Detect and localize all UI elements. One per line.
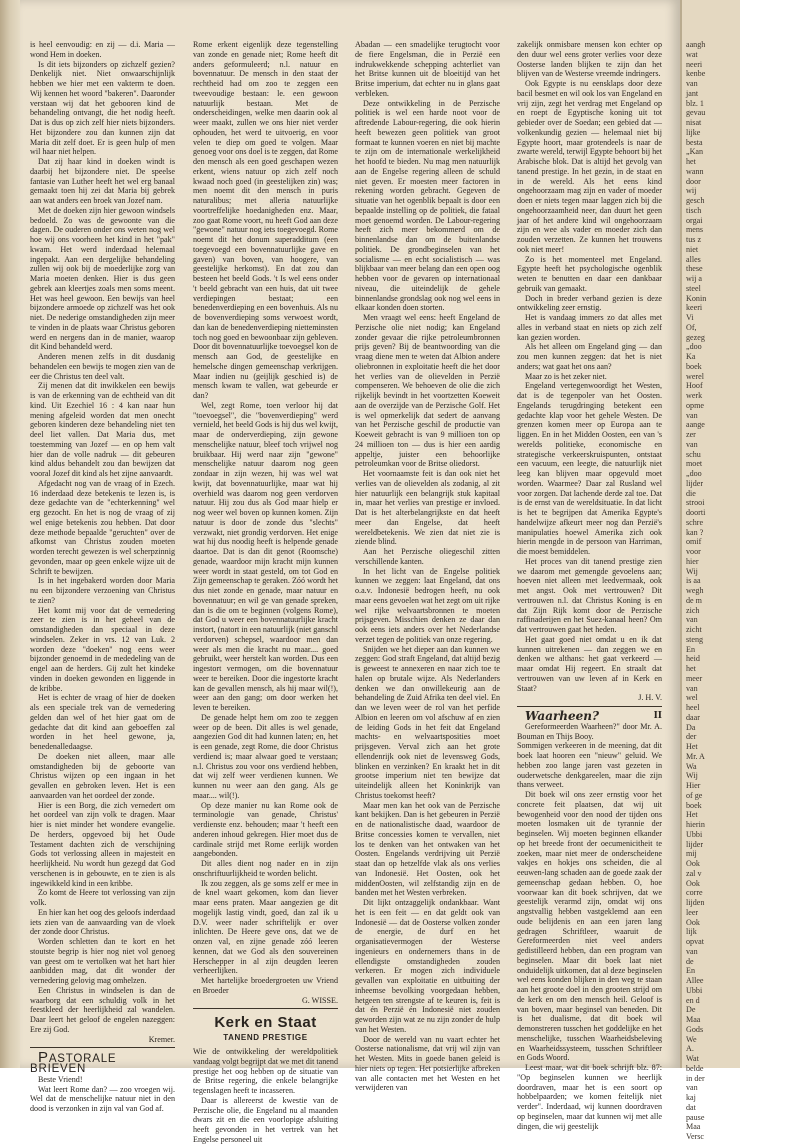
paragraph: zakelijk onmisbare mensen kon echter op den duur wel eens groter verlies voor deze Oosterse landen blijken te zijn dan het blijven van de Westerse vreemde indringers. bbox=[517, 40, 662, 79]
paragraph: Snijden we het dieper aan dan kunnen we zeggen: God straft Engeland, dat altijd bezig is geweest te annexeren en naar zich toe te halen op brutale wijze. Als Nederlanders denken we dan onwillekeurig aan de behandeling de Zuid Afrika ten deel viel. En dan we leven weer de rol van het perfide Albion en leeren om vol afschuw af en zien de leiding Gods in het feit dat Engeland machts- en welvaartsposities moet prijsgeven. Verval zich aan het grote ellendenrijk ook niet de levensweg Gods, blinken en verzinken? En kraakt het in dit grootse imperium niet ten bewijze dat uiteindelijk alleen het Koninkrijk van Christus toekomst heeft? bbox=[355, 644, 500, 800]
next-page-line: werel bbox=[686, 371, 704, 381]
paragraph: Dat zij haar kind in doeken windt is daarbij het bijzondere niet. De speelse fantasie van Luther heeft het wel erg banaal gemaakt toen hij zei dat Maria bij gebrek aan wat anders een broek van Jozef nam. bbox=[30, 157, 175, 205]
kerk-en-staat-headline: Kerk en Staat bbox=[214, 1014, 317, 1032]
paragraph: is heel eenvoudig: en zij — d.i. Maria — wond Hem in doeken. bbox=[30, 40, 175, 59]
page-binding bbox=[0, 0, 20, 1068]
next-page-line: alles bbox=[686, 254, 701, 264]
pastorale-brieven-heading bbox=[30, 1049, 175, 1075]
next-page-line: Wat bbox=[686, 1054, 699, 1063]
next-page-line: Ook bbox=[686, 878, 700, 888]
page-spread bbox=[20, 0, 680, 1144]
next-page-line: schre bbox=[686, 517, 704, 527]
next-page-line: of ge bbox=[686, 790, 703, 800]
next-page-line: aange bbox=[686, 420, 705, 430]
next-page-line: van bbox=[686, 1083, 698, 1093]
next-page-line: hierin bbox=[686, 820, 705, 829]
next-page-line: Wij bbox=[686, 566, 698, 576]
col2-article bbox=[193, 1047, 338, 1145]
next-page-line: We bbox=[686, 1034, 697, 1044]
next-page-edge bbox=[680, 0, 740, 1141]
paragraph: Maar zo is het zeker niet. bbox=[525, 371, 607, 381]
paragraph: Met hartelijke broedergroeten uw Vriend en Broeder bbox=[193, 976, 338, 995]
col1-signature: Kremer. bbox=[148, 1034, 175, 1044]
pastorale-rest: ASTORALE BRIEVEN bbox=[30, 1053, 117, 1075]
paragraph: Het gaat goed niet omdat u en ik dat kunnen uitrekenen — dan zeggen we en denken we althans: het gaat verkeerd — maar omdat Hij regeert. En straalt dat vertrouwen van uw leven af in Kerk en Staat? bbox=[517, 634, 662, 693]
paragraph: Is dit iets bijzonders op zichzelf gezien? Denkelijk niet. Niet onwaarschijnlijk hebben we hier met een vakterm te doen. Wij kennen het woord "bakeren". Daaronder verstaan wij dat het gebooren kind de behandeling ontvangt, die het nodig heeft. Dat is dus op zich zelf hier niets bijzonders. Het bijzondere zou dan kunnen zijn dat Maria dit zelf doet. Er is geen hulp of men wil haar niet helpen. bbox=[30, 59, 175, 157]
paragraph: Met de doeken zijn hier gewoon windsels bedoeld. Zo was de gewoonte van die dagen. De ouderen onder ons weten nog wel hoe wij ons voorheen het kind in het "pak" kwam. Het werd inderdaad helemaal ingepakt. Aan een dergelijke behandeling zullen wij ook bij de moederlijke zorg van Maria moeten denken. Hier is dus geen gebrek aan kleertjes zoals men soms meent. Het was heel gewoon. Een bewijs van heel bijzondere armoede op zichzelf was het ook niet. De nederige omstandigheden zijn meer te vinden in de plaats waar Christus geboren werd en nergens dan in de manier, waarop dit Kind behandeld werd. bbox=[30, 205, 175, 352]
next-page-line: in der bbox=[686, 1073, 705, 1083]
column-4 bbox=[517, 40, 662, 1131]
next-page-line: wann bbox=[686, 166, 704, 176]
paragraph: Zo komt de Heere tot verlossing van zijn volk. bbox=[30, 888, 175, 907]
paragraph: Daar is allereerst de kwestie van de Perzische olie, die Engeland nu al maanden dwars zit en die een voorlopige afsluiting heeft gevonden in het vertrek van het Engelse personeel uit bbox=[193, 1095, 338, 1144]
next-page-line: steel bbox=[686, 283, 701, 293]
paragraph: En hier kan het oog des geloofs inderdaad iets zien van de aanvaarding van de vloek der zonde door Christus. bbox=[30, 907, 175, 937]
col1-divider bbox=[30, 1047, 175, 1048]
next-page-line: Gods bbox=[686, 1024, 704, 1034]
next-page-line: zer bbox=[686, 430, 696, 439]
next-page-line: moet bbox=[686, 459, 703, 469]
waarheen-heading bbox=[517, 709, 662, 723]
paragraph: Maar men kan het ook van de Perzische kant bekijken. Dan is het gebeuren in Perzië en de nationalistische daad, waardoor de Britse concessies komen te vervallen, niet los te denken van het ontwaken van het Oosten. Engelands verdrijving uit Perzië staat dan op hetzelfde vlak als ons verlies van Indonesië. Het Oosten, ook het middenOosten, wil zelfstandig zijn en de banden met het Westen verbreken. bbox=[355, 800, 500, 898]
next-page-lines bbox=[686, 40, 786, 1142]
next-page-line: Het bbox=[686, 810, 698, 820]
waarheen-byline: Gereformeerden Waarheen?" door Mr. A. Bouman en Thijs Booy. bbox=[517, 721, 662, 741]
next-page-line: lijden bbox=[686, 898, 705, 907]
waarheen-text bbox=[517, 741, 662, 1131]
paragraph: Worden schletten dan te kort en het stoutste begrip is hier nog niet vol genoeg van geest om te vertolken wat het hart hier aanbidden mag, dat dit wonder der vernedering gelovig mag omhelzen. bbox=[30, 937, 175, 985]
paragraph: Rome erkent eigenlijk deze tegenstelling van zonde en genade niet; Rome heeft dit anders geformuleerd; n.l. natuur en bovennatuur. De mensch in den staat der rechtheid had om zoo te zeggen een tweevoudige bestaan: le. een gewoon natuurlijk bestaan. Met de onderscheidingen, welke men daarin ook al weer maakt, zullen we ons hier niet verder ophouden, het werd te uitvoerig, en voor velen te diep om goed te volgen. Maar genoeg voor ons doel is te zeggen, dat Rome den mensch als een goed geschapen wezen erkent, wiens natuur op zich zelf noch kwaad noch goed (in geestelijken zin) was; men noemt dit den mensch in puris naturalibus; met alleria natuurlijke voortreffelijke hoedanigheden enz. Maar, zoo gaat Rome voort, nu heeft God aan deze "gewone" natuur nog iets toegevoegd. Rome noemt dit het donum superadditum (een toegevoegd een bovennatuurlijke gave en gaven) van boven, van hoogere, van geestelijke herkomst). En dat zou dan besteen het beeld Gods. 't Is wel eens onder 't beeld gebracht van een huis, dat uit twee verdiepingen bestaat; een benedenverdieping en een bovenhuis. Als nu de bovenverdieping soms verwoest wordt, dan kan de benedenverdieping nietteminsten toch nog goed en bewoonbaar zijn gebleven. Door dit bovennatuurlijke toevoegsel kon de mensch aan God, de geestelijke en hemelsche dingen gemeenschap verkrijgen. Maar indien nu (geijlijk geschied is) de mensch kwam te vallen, wat gebeurde er dan? bbox=[193, 40, 338, 400]
col3-text bbox=[355, 40, 500, 1093]
paragraph: De doeken niet alleen, maar alle omstandigheden bij de geboorte van Christus wijzen op een ingaan in het gevallen en gebroken leven. Het is een aanvaarden van het oordeel der zonde. bbox=[30, 751, 175, 800]
next-page-line: Konin bbox=[686, 293, 707, 303]
next-page-line: jant bbox=[686, 88, 699, 98]
paragraph: Engeland vertegenwoordigt het Westen, dat is de tegenpoler van het Oosten. Engelands terugdringing betekent een gedachte klap voor het gehele Westen. De grenzen komen meer op Europa aan te liggen. En in het Midden Oosten, een van 's werelds politieke, economische en strategische verkeerskruispunten, ontstaat een vacuum, een leegte, die natuurlijk niet leeg kan blijven maar opgevuld moet worden. Waarmee? Daar zal Rusland wel voor zorgen. Dat lachende derde zal toe. Dat is de ernst van de wereldsituatie. In dat licht is het te begrijpen dat Amerika Egypte's handelwijze afkeurt meer nog dan Perzië's manipulaties hoewel Amerika zich ook hierin mengde in de persoon van Harriman, die moest bemiddelen. bbox=[517, 381, 662, 556]
next-page-line: heel bbox=[686, 703, 700, 712]
next-page-line: blz. 1 bbox=[686, 98, 704, 108]
paragraph: In het licht van de Engelse politiek kunnen we zeggen: laat Engeland, dat ons o.a.v. Indonesië bedrogen heeft, nu ook maar eens gevoelen wat het zegt om uit rijke wel rijke welvaartsbronnen te moeten prijsgeven. Misschien denken ze daar dan ook eens iets anders over het Nederlandse verzet tegen de politiek van onze regering. bbox=[355, 566, 500, 644]
pastorale-paragraph: Wat leert Rome dan? — zoo vroegen wij. Wel dat de menschelijke natuur niet in den dood is verzonken in zijn val van God af. bbox=[30, 1084, 175, 1113]
next-page-line: gevau bbox=[686, 108, 706, 118]
paragraph: Leest maar, wat dit boek schrijft blz. 87: "Op beginselen kunnen we heerlijk doordraven, maar het is een soort op hobbelpaarden; we komen feitelijk niet verder". Inderdaad, wij kunnen doordraven op beginselen, maar dat kunnen wij met alle dingen, die wij geestelijk bbox=[517, 1063, 662, 1131]
next-page-line: En bbox=[686, 966, 695, 976]
next-page-line: werk bbox=[686, 391, 703, 400]
col2-text bbox=[193, 40, 338, 996]
next-page-line: Het bbox=[686, 742, 698, 751]
next-page-line: daar bbox=[686, 712, 700, 722]
next-page-line: wij a bbox=[686, 274, 702, 283]
waarheen-title: Waarheen? bbox=[525, 709, 600, 723]
next-page-line: lijke bbox=[686, 127, 701, 137]
next-page-line: omif bbox=[686, 537, 702, 547]
next-page-line: boek bbox=[686, 800, 702, 810]
next-page-line: De bbox=[686, 1005, 696, 1015]
next-page-line: „doo bbox=[686, 342, 702, 352]
col4-divider bbox=[517, 706, 662, 707]
next-page-line: pause bbox=[686, 1112, 705, 1122]
next-page-line: Mr. A bbox=[686, 751, 705, 761]
paragraph: Men vraagt wel eens: heeft Engeland de Perzische olie niet nodig; kan Engeland zonder gevaar die rijke petroleumbronnen prijs geven? Bij de beantwoording van die vraag diene men te weten dat Albion andere oliebronnen in exploitatie heeft die het door het verlies van de olievelden in Perzië compenseren. We behoeven de olie die zich rijkelijk bevindt in het voortzetten Koeweit aan de overzijde van de Perzische Golf. Het is wel opmerkelijk dat sedert de aanvang van het Perzische geschil de productie van Koeweit gebracht is van 9 millioen ton op 24 millioen ton — dus is hier een aardig appeltje, juister een behoorlijke petroleumkan voor de Britse oliedorst. bbox=[355, 313, 500, 469]
next-page-line: meer bbox=[686, 673, 703, 683]
next-page-line: „doo bbox=[686, 469, 702, 478]
paragraph: Ik zou zeggen, als ge soms zelf er mee in de knel waart gekomen, kom dan liever maar eens praten. Maar aangezien ge dit mogelijk lastig vindt, goed, dan zal ik u D.V. weer nader schriftelijk er over inlichten. De Heere geve ons, dat we de onzen val, en zijne genade zóó leeren kennen, dat we God als den souvereinen Herschepper in al zijn deugden leeren verheerlijken. bbox=[193, 878, 338, 976]
next-page-line: Ubbi bbox=[686, 829, 703, 839]
next-page-line: van bbox=[686, 439, 698, 449]
next-page-line: schu bbox=[686, 449, 701, 459]
paragraph: Ook Egypte is nu eensklaps door deze bacil besmet en wil ook los van Engeland en vrij zijn, zegt het verdrag met Engeland op en roept de Egyptische koning uit tot gebieder over de Soedan; een gebied dat — volkenkundig gezien — helemaal niet bij Egypte hoort, maar grotendeels is naar de zwarte wereld, terwijl Egypte behoort bij het Arabische blok. Dat is altijd het gevolg van tanend prestige. In het gezin, in de staat en in de wereld. Als het eens kind ongehoorzaam mag zijn en vader of moeder doen er niets tegen maar laggen zich bij die ongehoorzaamheid neer, dan duurt het geen jaar of het andere kind wil ongehoorzaam zijn en wee als vader en moeder zich dan zouden verzetten. Ze kunnen het trouwens ook niet meer! bbox=[517, 79, 662, 254]
next-page-line: Wij bbox=[686, 771, 698, 781]
column-3 bbox=[355, 40, 500, 1093]
waarheen-number: II bbox=[653, 711, 662, 721]
next-page-line: wij bbox=[686, 186, 697, 196]
paragraph: Aan het Perzische oliegeschil zitten verschillende kanten. bbox=[355, 547, 500, 566]
next-page-line: Ubbi bbox=[686, 985, 703, 995]
next-page-line: lijder bbox=[686, 839, 704, 849]
paragraph: Het komt mij voor dat de vernedering zeer te zien is in het geheel van de omstandigheden dan speciaal in deze windselen. Zeker in vrs. 12 van Luk. 2 worden deze "doeken" nog eens weer bijzonder genoemd in de mededeling van de engel aan de herders. Gij zult het kindeke vinden in doeken gewonden en liggende in de kribbe. bbox=[30, 605, 175, 693]
col2-divider bbox=[193, 1008, 338, 1009]
paragraph: Op deze manier nu kan Rome ook de terminologie van genade, Christus' verdienste enz. behouden; maar 't heeft een anderen inhoud gekregen. Hier moet dus de cardinale strijd met Rome eerlijk worden aangebonden. bbox=[193, 800, 338, 859]
next-page-line: Hoof bbox=[686, 381, 703, 391]
next-page-line: doorti bbox=[686, 508, 706, 517]
paragraph: Wie de ontwikkeling der wereldpolitiek vandaag volgt begrijpt dat we met dit tanend prestige het oog hebben op de situatie van de Britse regering, die enkele belangrijke tegenslagen heeft te incasseren. bbox=[193, 1047, 338, 1095]
next-page-line: Versc bbox=[686, 1132, 704, 1141]
next-page-line: lijder bbox=[686, 478, 704, 488]
paragraph: Zo is het momenteel met Engeland. Egypte heeft het psychologische ogenblik weten te benutten en daar een dankbaar gebruik van gemaakt. bbox=[517, 254, 662, 293]
next-page-line: gezeg bbox=[686, 332, 705, 342]
next-page-line: opme bbox=[686, 400, 704, 410]
next-page-line: van bbox=[686, 946, 698, 956]
pastorale-salutation: Beste Vriend! bbox=[38, 1074, 83, 1084]
next-page-line: gesch bbox=[686, 196, 705, 205]
next-page-line: van bbox=[686, 615, 698, 625]
next-page-line: leer bbox=[686, 907, 699, 917]
next-page-line: opvat bbox=[686, 937, 704, 946]
next-page-line: Maa bbox=[686, 1122, 701, 1132]
next-page-line: orgai bbox=[686, 215, 703, 225]
next-page-line: En bbox=[686, 644, 695, 654]
paragraph: Zij menen dat dit inwikkelen een bewijs is van de erkenning van de echtheid van dit kind. Uit Ezechiel 16 : 4 kan naar hun mening afgeleid worden dat men onecht geboren kinderen deze behandeling niet ten deel liet vallen. Dat Maria dus, met toestemming van Jozef — en op hem valt hier dan de volle nadruk — dit gebeuren kind aldus behandelt zou dan bewijzen dat vooral Jozef dit kind als het zijne aanvaardt. bbox=[30, 381, 175, 478]
col4-text bbox=[517, 40, 662, 693]
next-page-line: Ka bbox=[686, 352, 696, 361]
next-page-line: het bbox=[686, 664, 696, 673]
next-page-line: voor bbox=[686, 547, 701, 556]
next-page-line: Maa bbox=[686, 1015, 701, 1024]
next-page-line: Allee bbox=[686, 976, 704, 985]
paragraph: Wel, zegt Rome, toen verloor hij dat "toevoegsel", die "bovenverdieping" werd vernield, het beeld Gods is hij dus wel kwijt, maar de onderverdieping, zijn gewone menschelijke natuur, bleef toch vrijwel nog bruikbaar. Hij werd naar zijn "gewone" menschelijke natuur daarom nog geen zondaar in zijn wezen, hij was wel wat kwijt, dat bovennatuurlijke, maar wat hij overhield was daarom nog geen verdorven natuur. Hij zou dus als God maar hielp er nog weer wel boven op kunnen komen. Zijn natuur is door de zonde dus "slechts" verzwakt, niet grondig verdorven. Het enige wat hij dus noodig heeft is helpende genade daartoe. Dat is dan dit genot (Roomsche) genade, waardoor mijn kracht mijn kunnen weer wordt in staat gesteld, om tot God en Zijn gemeenschap te geraken. Zóó wordt het dus niet zonde en genade, maar natuur en bovennatuur; en wil ge van genade spreken, dan is die om te beginnen (volgens Rome), dat God u weer een bovennatuurlijke kracht instort, (natort in een natuurlijk (niet ganschl verdorven) schepsel, waardoor men dan weer als men die kracht nu maar.... goed gebruikt, weer herstelt kan worden. Dus een ingestort vermogen, om die bovennatuur weer te bereiken. Door die ingestorte kracht kan de gevallen mensch, als hij maar wil(!), weer aan den gang; om door werken het leven te bereiken. bbox=[193, 400, 338, 712]
next-page-line: van bbox=[686, 410, 698, 420]
column-2 bbox=[193, 40, 338, 1144]
next-page-line: door bbox=[686, 176, 701, 186]
paragraph: Door de wereld van nu vaart echter het Oosterse nationalisme, dat vrij wil zijn van het Westen. Mits in goede banen geleid is hier niets op tegen. Het potsierlijke afbreken van alle contacten met het Westen en het verwijderen van bbox=[355, 1034, 500, 1093]
paragraph: Een Christus in windselen is dan de waarborg dat een schuldig volk in het feestkleed der heerlijkheid zal wandelen. Daar leert het geloof de engelen nazeggen: Ere zij God. bbox=[30, 985, 175, 1034]
tanend-prestige-subhead: TANEND PRESTIGE bbox=[223, 1033, 308, 1043]
next-page-line: kenbe bbox=[686, 69, 706, 79]
next-page-line: „Kan bbox=[686, 147, 704, 157]
next-page-line: wel bbox=[686, 693, 698, 703]
paragraph: Doch in breder verband gezien is deze ontwikkeling zeer ernstig. bbox=[517, 293, 662, 313]
next-page-line: kan ? bbox=[686, 527, 704, 537]
paragraph: Het is vandaag immers zo dat alles met alles in verband staat en niets op zich zelf kan gezien worden. bbox=[517, 313, 662, 342]
next-page-line: der bbox=[686, 732, 697, 742]
next-page-line: van bbox=[686, 683, 698, 693]
paragraph: Abadan — een smadelijke terugtocht voor de fiere Engelsman, die in Perzië een indrukwekkende schepping achterliet van het Britse kunnen uit de bloeitijd van het Britse imperium, dat echter nu in glans gaat verbleken. bbox=[355, 40, 500, 98]
next-page-line: die bbox=[686, 488, 696, 498]
paragraph: Dit boek wil ons zeer ernstig voor het concrete feit plaatsen, dat wij uit bewogenheid voor den nood der tijden ons moeten losmaken uit de tyrannie der beginselen. Wij moeten beginnen elkander op het breede front der oecumenicitheit te zoeken, maar niet meer de onderscheidene vakjes en hokjes ons scheiden, die al eeuwen-lang schaden aan de goede zaak der gemeenschap gedaan hebben. O, hoe voorwaar kan dit boek schrijven, dat we geestelijk verarmd zijn, omdat wij ons angstvallig hebben vastgeklemd aan een oude belijdenis en aan een jaren lang gedragen Schriftleer, waaruit de Gereformeerden niet veel anders gedistilleerd hebben, dan een program van beginselen. Maar dit boek laat niet onduidelijk uitkomen, dat al deze beginselen wel eens konden blijken in den weg te staan aan het groote doel in den grooten strijd om de kerk en om den mensch heil. Geloof is van boven, maar beginsel van beneden. Dit is het dualisme, dat dit boek wil demonstreren tusschen het goddelijke en het menschelijke, tusschen Waarheidsbeleving en Waarheidssysteem, tusschen Schriftleer en Gods Woord. bbox=[517, 790, 662, 1063]
next-page-line: boek bbox=[686, 361, 702, 371]
paragraph: Hier is een Borg, die zich vernedert om het oordeel van zijn volk te dragen. Maar hier is niet minder het wondere evangelie. De herders, opgevoed bij het Oude Testament dachten zich de verschijning Gods tot verlossing alleen in majesteit en heerlijkheid. Nu wordt hun gezegd dat God verschenen is in gebouwte, en te zien is als ingewikkeld kind in een kribbe. bbox=[30, 800, 175, 888]
next-page-line: belde bbox=[686, 1063, 704, 1073]
pastorale-initial: P bbox=[38, 1049, 49, 1067]
next-page-line: hier bbox=[686, 556, 699, 566]
paragraph: De genade helpt hem om zoo te zeggen weer op de been. Dit alles is wel genade, aangezien God dit had kunnen laten; en, het is een genade, zegt Rome, die door Christus verdiend is; maar alwaar goed te verstaan; n.l. Christus zou voor ons verdiend hebben, dat wij zelf weer verdienen kunnen. We kunnen nu weer aan den gang. Als ge maar.... wil(!). bbox=[193, 712, 338, 800]
next-page-line: niet bbox=[686, 244, 699, 254]
paragraph: Afgedacht nog van de vraag of in Ezech. 16 inderdaad deze betekenis te lezen is, is deze gedachte van de "echterkenning" wel erg gezocht. En het is nog de vraag of zij wel enige betekenis zou hebben. Dat door deze methode bepaalde "geruchten" over de afkomst van Christus zouden moeten worden terecht gewezen is wel scherpzinnig gevonden, maar op geen enkele wijze uit de Schrift te bewijzen. bbox=[30, 478, 175, 576]
next-page-line: mens bbox=[686, 225, 704, 235]
next-page-line: Hier bbox=[686, 781, 701, 790]
next-page-line: strooi bbox=[686, 498, 705, 508]
next-page-line: tisch bbox=[686, 205, 702, 215]
paragraph: Het is echter de vraag of hier de doeken als een speciale trek van de vernedering gelden dan wel of het hier gaat om de gedachte dat dit kind aan geboeffen zal worden in het heel gewone, ja, benedenalledaagse. bbox=[30, 693, 175, 751]
next-page-line: zal v bbox=[686, 868, 702, 878]
next-page-line: het bbox=[686, 157, 696, 166]
next-page-line: is aa bbox=[686, 576, 701, 586]
next-page-line: A. bbox=[686, 1044, 694, 1054]
paragraph: Anderen menen zelfs in dit dusdanig behandelen een bewijs te mogen zien van de eer die Christus ten deel valt. bbox=[30, 352, 175, 381]
next-page-line: zicht bbox=[686, 625, 702, 634]
next-page-line: kaj bbox=[686, 1093, 696, 1102]
next-page-line: these bbox=[686, 264, 703, 274]
next-page-line: Vi bbox=[686, 313, 694, 322]
paragraph: Dit alles dient nog nader en in zijn onschriftuurlijkheid te worden belicht. bbox=[193, 859, 338, 878]
paragraph: Sommigen verkeeren in de meening, dat dit boek laat hooren een "nieuw" geluid. We hebben zoo lange jaren vast gezeten in ouderwetsche denkgareelen, maar die zijn thans verweet. bbox=[517, 741, 662, 790]
next-page-line: Ook bbox=[686, 917, 700, 927]
next-page-line: en d bbox=[686, 995, 700, 1005]
next-page-line: Ook bbox=[686, 859, 700, 868]
next-page-line: aangh bbox=[686, 40, 706, 49]
paragraph: Als het alleen om Engeland ging — dan zou men kunnen zeggen: dat het is niet anders; wat gaat het ons aan? bbox=[517, 342, 662, 371]
next-page-line: Da bbox=[686, 722, 696, 732]
next-page-line: lijk bbox=[686, 927, 697, 937]
paragraph: Het voornaamste feit is dan ook niet het verlies van de olievelden als zodanig, al zit hier natuurlijk een belangrijk stuk kapitaal in, maar het verlies van prestige er invloed. Dat is het alterbelangrijkste en dat heeft meer dan Engelse, dat heeft wereldbetekenis. We zien dat niet zie is ziende blind. bbox=[355, 469, 500, 547]
paragraph: Deze ontwikkeling in de Perzische politiek is wel een harde noot voor de aftredende Labour-regering, die ook hierin heeft bewezen geen politiek van groot formaat te kunnen voeren en niet bij machte te zijn om de internationale werkelijkheid het hoofd te bieden. Nu mag men natuurlijk aan de Engelse regering alleen de schuld niet geven. Er moesten meer factoren in rekening worden gebracht. Gegeven de situatie van het ogenblik bepaalt is door een bepaalde instelling op de politiek, die fataal moet genoemd worden. De Labour-regering heeft zich meer bekommerd om de binnenlandse dan om de buitenlandse politiek. De grondbeginselen van het socialisme — en echt socialistisch — was blijkbaar van meer belang dan een open oog hebben voor de gevaren op internationaal niveau, die uiteindelijk de gehele binnenlandse grondslag ook nog wel eens in elkaar konden doen storten. bbox=[355, 98, 500, 313]
next-page-line: steng bbox=[686, 634, 704, 644]
next-page-line: mij bbox=[686, 849, 697, 859]
next-page-line: Wa bbox=[686, 761, 697, 771]
next-page-line: nisat bbox=[686, 118, 702, 127]
next-page-line: neeri bbox=[686, 59, 703, 69]
next-page-line: de bbox=[686, 956, 694, 966]
next-page-line: zich bbox=[686, 605, 700, 615]
column-1 bbox=[30, 40, 175, 1113]
next-page-line: wat bbox=[686, 49, 698, 59]
col2-signature: G. WISSE. bbox=[301, 995, 338, 1005]
paragraph: Is in het ingebakerd worden door Maria nu een bijzondere verzoening van Christus te zien? bbox=[30, 576, 175, 605]
next-page-line: dat bbox=[686, 1102, 696, 1112]
col1-text bbox=[30, 40, 175, 1035]
next-page-line: de m bbox=[686, 595, 702, 605]
next-page-line: keeri bbox=[686, 303, 703, 313]
paragraph: Dit lijkt ontzaggelijk ondankbaar. Want het is een feit — en dat geldt ook van Indonesië — dat de Oosterse volken zonder de energie, de durf en het organisatievermogen der Westerse ingenieurs en ondernemers thans in de ellendigste omstandigheden zouden verkeren. Er mogen zich individuele gevallen van exploitatie en uitbuiting der inheemse bevolking voorgedaan hebben, hetgeen ten strengste af te keuren is, feit is dat én Perzië én Indonesië niet zouden geworden zijn wat ze nu zijn zonder de hulp van het Westen. bbox=[355, 898, 500, 1034]
next-page-line: wegh bbox=[686, 586, 704, 595]
next-page-line: van bbox=[686, 79, 698, 88]
paragraph: Het proces van dit tanend prestige zien we daarom met gemengde gevoelens aan; hoeven niet alleen met leedvermaak, ook met angst. Ook met vertrouwen? Dit vertrouwen n.l. dat Christus Koning is en dat Zijn Rijk komt door de Perzische raffinaderijen en het Suez-kanaal heen? Om dat vertrouwen gaat het heden. bbox=[517, 556, 662, 634]
next-page-line: Of, bbox=[686, 322, 697, 332]
next-page-line: tus z bbox=[686, 235, 702, 244]
next-page-line: besta bbox=[686, 137, 703, 147]
next-page-line: corre bbox=[686, 888, 703, 898]
col4-signature: J. H. V. bbox=[638, 693, 662, 703]
next-page-line: heid bbox=[686, 654, 700, 664]
